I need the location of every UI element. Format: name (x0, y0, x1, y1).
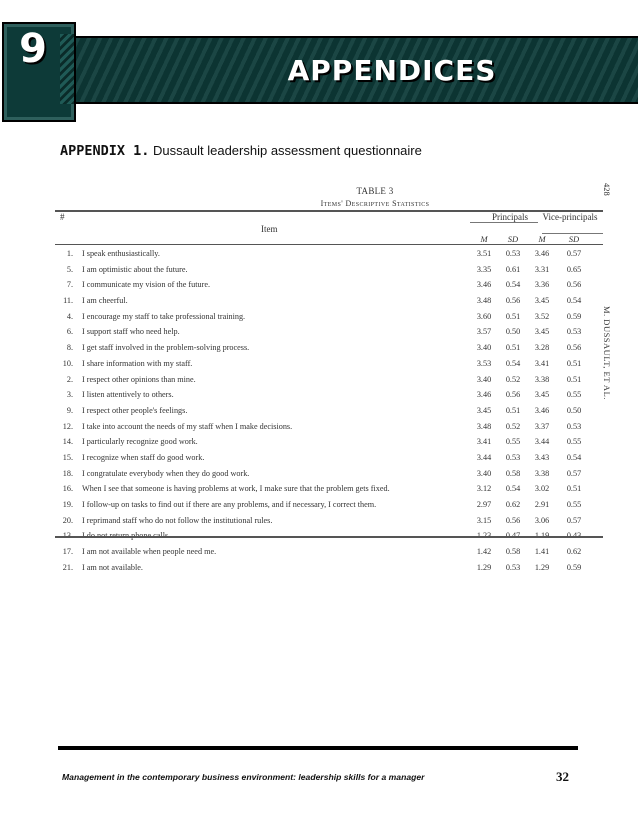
vice-principals-mean: 3.41 (534, 358, 550, 368)
principals-sd: 0.54 (505, 280, 521, 290)
item-text: I particularly recognize good work. (82, 437, 198, 447)
table-row (55, 561, 603, 577)
vice-principals-mean: 1.41 (534, 547, 550, 557)
item-number: 10. (62, 358, 73, 368)
table-row (55, 373, 603, 389)
decorative-strip (60, 34, 74, 104)
vice-principals-sd: 0.62 (566, 547, 582, 557)
scanned-table (55, 180, 610, 572)
principals-sd: 0.53 (505, 249, 521, 258)
principals-mean: 3.48 (476, 421, 492, 431)
item-number: 20. (62, 515, 73, 525)
item-text: I am cheerful. (82, 296, 128, 306)
item-number: 19. (62, 500, 73, 509)
group-header-principals: Principals (492, 212, 528, 222)
table-header-rule (55, 244, 603, 245)
principals-mean: 3.40 (476, 468, 492, 478)
principals-sd: 0.53 (505, 452, 521, 462)
vice-principals-mean: 3.46 (534, 405, 550, 415)
vice-principals-sd: 0.57 (566, 468, 582, 478)
principals-mean: 3.41 (476, 437, 492, 447)
item-number: 2. (66, 374, 73, 384)
vice-principals-sd: 0.51 (566, 374, 582, 384)
vice-principals-sd: 0.56 (566, 343, 582, 353)
table-body (55, 247, 603, 576)
vice-principals-sd: 0.57 (566, 249, 582, 258)
vice-principals-mean: 3.02 (534, 484, 550, 494)
principals-sd: 0.55 (505, 437, 521, 447)
item-number: 3. (66, 390, 73, 400)
subheader-sd-vice: SD (568, 234, 580, 244)
scan-page-number: 428 (602, 183, 612, 196)
principals-sd: 0.56 (505, 390, 521, 400)
table-row (55, 498, 603, 514)
principals-mean: 3.53 (476, 358, 492, 368)
item-number: 15. (62, 452, 73, 462)
principals-mean: 2.97 (476, 500, 492, 509)
principals-sd: 0.56 (505, 515, 521, 525)
vice-principals-sd: 0.51 (566, 484, 582, 494)
table-row (55, 420, 603, 436)
table-row (55, 247, 603, 263)
table-row (55, 388, 603, 404)
appendix-heading (60, 143, 422, 159)
footer-rule (58, 746, 578, 750)
vice-principals-mean: 3.38 (534, 374, 550, 384)
principals-sd: 0.52 (505, 374, 521, 384)
vice-principals-mean: 3.31 (534, 264, 550, 274)
vice-principals-mean: 1.29 (534, 562, 550, 572)
vice-principals-mean: 3.38 (534, 468, 550, 478)
table-row (55, 357, 603, 373)
principals-sd: 0.51 (505, 405, 521, 415)
item-number: 18. (62, 468, 73, 478)
principals-sd: 0.54 (505, 358, 521, 368)
table-row (55, 514, 603, 530)
principals-sd: 0.50 (505, 327, 521, 337)
vice-principals-sd: 0.55 (566, 437, 582, 447)
item-text: I share information with my staff. (82, 358, 193, 368)
chapter-number: 9 (19, 26, 47, 72)
vice-principals-sd: 0.56 (566, 280, 582, 290)
item-text: I am optimistic about the future. (82, 264, 188, 274)
principals-mean: 3.45 (476, 405, 492, 415)
principals-mean: 3.57 (476, 327, 492, 337)
principals-mean: 3.35 (476, 264, 492, 274)
item-text: I encourage my staff to take professional training. (82, 311, 246, 321)
vice-principals-mean: 3.46 (534, 249, 550, 258)
group-header-vice-principals: Vice-principals (542, 212, 598, 222)
table-row (55, 545, 603, 561)
item-text: I recognize when staff do good work. (82, 452, 205, 462)
principals-mean: 3.48 (476, 296, 492, 306)
table-caption: TABLE 3 (356, 186, 394, 196)
principals-sd: 0.52 (505, 421, 521, 431)
appendix-description: Dussault leadership assessment questionnaire (153, 143, 422, 158)
principals-sd: 0.62 (505, 500, 521, 509)
vice-principals-mean: 3.06 (534, 515, 550, 525)
principals-mean: 1.42 (476, 547, 492, 557)
item-text: I respect other opinions than mine. (82, 374, 196, 384)
principals-sd: 0.58 (505, 468, 521, 478)
table-row (55, 325, 603, 341)
principals-mean: 3.12 (476, 484, 492, 494)
principals-mean: 3.51 (476, 249, 492, 258)
vice-principals-sd: 0.54 (566, 452, 582, 462)
vice-principals-sd: 0.59 (566, 562, 582, 572)
item-number: 12. (62, 421, 73, 431)
table-row (55, 435, 603, 451)
vice-principals-mean: 2.91 (534, 500, 550, 509)
vice-principals-mean: 3.52 (534, 311, 550, 321)
vice-principals-sd: 0.50 (566, 405, 582, 415)
table-row (55, 294, 603, 310)
item-number: 11. (63, 296, 73, 306)
principals-sd: 0.58 (505, 547, 521, 557)
vice-principals-mean: 3.43 (534, 452, 550, 462)
vice-principals-sd: 0.51 (566, 358, 582, 368)
table-row (55, 263, 603, 279)
footer-text: Management in the contemporary business environment: leadership skills for a manager (62, 772, 425, 782)
item-number: 5. (66, 264, 73, 274)
vice-principals-sd: 0.65 (566, 264, 582, 274)
page-title: APPENDICES (287, 54, 497, 87)
vice-principals-mean: 3.37 (534, 421, 550, 431)
item-number: 6. (66, 327, 73, 337)
vice-principals-mean: 3.45 (534, 327, 550, 337)
vice-principals-sd: 0.53 (566, 327, 582, 337)
principals-sd: 0.51 (505, 311, 521, 321)
item-number: 7. (66, 280, 73, 290)
principals-sd: 0.56 (505, 296, 521, 306)
table-row (55, 278, 603, 294)
principals-mean: 3.46 (476, 280, 492, 290)
table-bottom-rule (55, 536, 603, 538)
item-number: 8. (66, 343, 73, 353)
item-text: I respect other people's feelings. (82, 405, 188, 415)
table-row (55, 310, 603, 326)
title-banner (76, 36, 638, 104)
subheader-m-vice: M (538, 234, 546, 244)
item-number: 4. (66, 311, 73, 321)
vice-principals-sd: 0.54 (566, 296, 582, 306)
principals-sd: 0.61 (505, 264, 521, 274)
vice-principals-sd: 0.53 (566, 421, 582, 431)
table-row (55, 404, 603, 420)
table-row (55, 482, 603, 498)
principals-sd: 0.54 (505, 484, 521, 494)
item-text: I take into account the needs of my staff when I make decisions. (82, 421, 293, 431)
subheader-sd-principals: SD (507, 234, 519, 244)
item-text: When I see that someone is having problems at work, I make sure that the problem gets fixed. (82, 484, 390, 494)
table-row (55, 467, 603, 483)
item-text: I am not available. (82, 562, 143, 572)
item-text: I listen attentively to others. (82, 390, 174, 400)
subheader-m-principals: M (480, 234, 488, 244)
item-text: I get staff involved in the problem-solving process. (82, 343, 250, 353)
footer-page-number: 32 (556, 769, 569, 784)
table-subcaption: Items' Descriptive Statistics (320, 199, 430, 208)
group-rule-principals (470, 222, 538, 223)
item-number: 1. (66, 249, 73, 258)
item-number: 21. (62, 562, 73, 572)
principals-mean: 3.15 (476, 515, 492, 525)
item-text: I follow-up on tasks to find out if there are any problems, and if necessary, I correct them. (82, 500, 377, 509)
vice-principals-mean: 3.45 (534, 390, 550, 400)
item-text: I reprimand staff who do not follow the institutional rules. (82, 515, 273, 525)
item-number: 14. (62, 437, 73, 447)
vice-principals-mean: 3.45 (534, 296, 550, 306)
item-number: 9. (66, 405, 73, 415)
vice-principals-sd: 0.55 (566, 390, 582, 400)
column-header-item: Item (261, 224, 278, 234)
principals-mean: 3.46 (476, 390, 492, 400)
principals-sd: 0.53 (505, 562, 521, 572)
item-text: I congratulate everybody when they do good work. (82, 468, 250, 478)
principals-mean: 3.60 (476, 311, 492, 321)
vice-principals-sd: 0.57 (566, 515, 582, 525)
vice-principals-sd: 0.59 (566, 311, 582, 321)
principals-mean: 3.40 (476, 343, 492, 353)
item-text: I speak enthusiastically. (82, 249, 160, 258)
vice-principals-mean: 3.28 (534, 343, 550, 353)
item-text: I am not available when people need me. (82, 547, 217, 557)
table-row (55, 341, 603, 357)
item-number: 17. (62, 547, 73, 557)
vice-principals-sd: 0.55 (566, 500, 582, 509)
principals-sd: 0.51 (505, 343, 521, 353)
item-text: I communicate my vision of the future. (82, 280, 211, 290)
appendix-label: APPENDIX 1. (60, 143, 150, 159)
scan-running-head: M. DUSSAULT, ET AL. (602, 306, 612, 400)
principals-mean: 3.44 (476, 452, 492, 462)
column-header-number: # (60, 212, 65, 222)
principals-mean: 3.40 (476, 374, 492, 384)
table-row (55, 451, 603, 467)
vice-principals-mean: 3.44 (534, 437, 550, 447)
vice-principals-mean: 3.36 (534, 280, 550, 290)
item-number: 16. (62, 484, 73, 494)
item-text: I support staff who need help. (82, 327, 180, 337)
principals-mean: 1.29 (476, 562, 492, 572)
